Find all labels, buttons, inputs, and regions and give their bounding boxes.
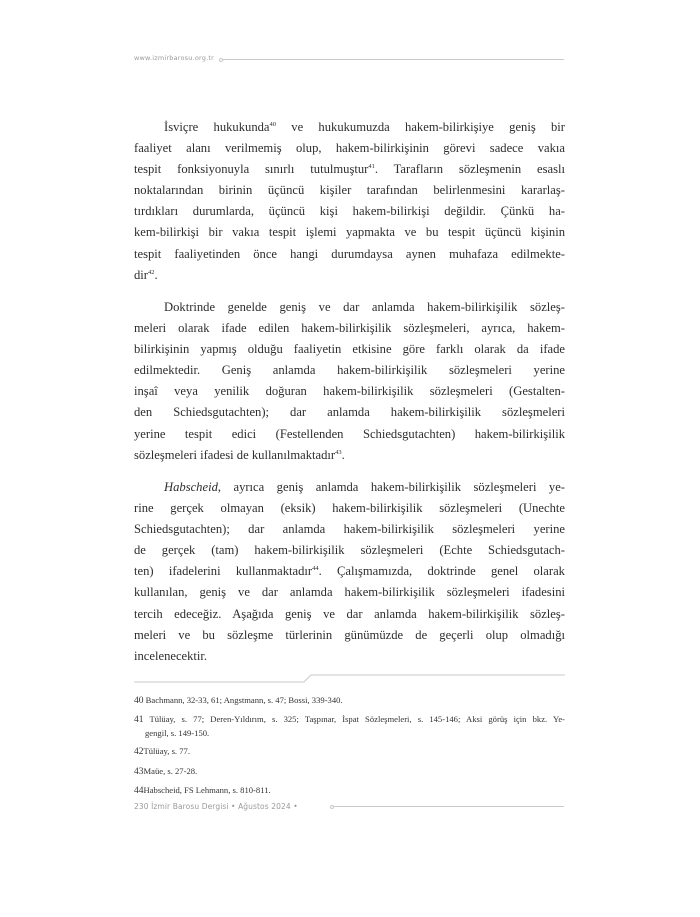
p3-line-6: kullanılan, geniş ve dar anlamda hakem-bilirkişilik sözleşmeleri ifadesini bbox=[134, 585, 565, 600]
p1-line-5: tırdıkları durumlarda, üçüncü kişi hakem-bilirkişi değildir. Çünkü ha- bbox=[134, 204, 565, 219]
footnote-text: Tülüay, s. 77. bbox=[143, 746, 190, 756]
p3-line-5: ten) ifadelerini kullanmaktadır$^{44}$. Çalışmamızda, doktrinde genel olarak bbox=[134, 564, 565, 579]
p1-line-1: İsviçre hukukunda$^{40}$ ve hukukumuzda hakem-bilirkişiye geniş bir bbox=[164, 120, 565, 134]
footnote-text: Tülüay, s. 77; Deren-Yıldırım, s. 325; Taşpınar, İspat Sözleşmeleri, s. 145-146; Aksi görüş için bkz. Ye- bbox=[149, 714, 565, 724]
footnote-number: 41 bbox=[134, 715, 144, 725]
p1-line-3: tespit fonksiyonuyla sınırlı tutulmuştur$^{41}$. Tarafların sözleşmenin esaslı bbox=[134, 162, 565, 177]
footnote-text: Maüe, s. 27-28. bbox=[143, 766, 198, 776]
p2-line-7: yerine tespit edici (Festellenden Schiedsgutachten) hakem-bilirkişilik bbox=[134, 426, 565, 441]
footnote-separator bbox=[134, 674, 565, 684]
footnote-number: 43 bbox=[134, 767, 144, 777]
p3-line-8: meleri ve bu sözleşme türlerinin günümüzde de geçerli olup olmadığı bbox=[134, 627, 565, 642]
p1-line-8: dir$^{42}$. bbox=[134, 267, 158, 282]
footnote-ref-43[interactable]: 43 bbox=[335, 448, 342, 456]
footnote-number: 40 bbox=[134, 696, 144, 706]
p3-line-3: Schiedsgutachten); dar anlamda hakem-bilirkişilik sözleşmeleri yerine bbox=[134, 522, 565, 537]
footnote-ref-40[interactable]: 40 bbox=[269, 121, 276, 128]
footer-rule bbox=[333, 806, 564, 807]
paragraph-3 bbox=[134, 477, 565, 667]
p1-line-4: noktalarından birinin üçüncü kişiler tarafından belirlenmesini kararlaş- bbox=[134, 183, 565, 198]
footnote-ref-44[interactable]: 44 bbox=[312, 565, 319, 573]
footnote-42 bbox=[134, 745, 565, 759]
paragraph-1 bbox=[134, 117, 565, 286]
p2-line-3: bilirkişinin yapmış olduğu faaliyetin etkisine göre farklı olarak da ifade bbox=[134, 342, 565, 357]
header-rule bbox=[222, 59, 564, 60]
footnote-ref-42[interactable]: 42 bbox=[148, 268, 155, 276]
p2-line-4: edilmektedir. Geniş anlamda hakem-bilirkişilik sözleşmeleri yerine bbox=[134, 363, 565, 378]
p3-line-4: de gerçek (tam) hakem-bilirkişilik sözleşmeleri (Echte Schiedsgutach- bbox=[134, 543, 565, 558]
p3-line-1: Habscheid, ayrıca geniş anlamda hakem-bilirkişilik sözleşmeleri ye- bbox=[164, 480, 565, 494]
footnote-number: 44 bbox=[134, 786, 144, 796]
footnote-44 bbox=[134, 784, 565, 798]
header-url: www.izmirbarosu.org.tr bbox=[134, 54, 214, 62]
paragraph-2 bbox=[134, 297, 565, 466]
footnote-ref-41[interactable]: 41 bbox=[368, 163, 375, 171]
footer-page-info: 230 İzmir Barosu Dergisi • Ağustos 2024 • bbox=[134, 802, 298, 811]
footnote-43 bbox=[134, 765, 565, 779]
p2-line-8: sözleşmeleri ifadesi de kullanılmaktadır$^{43}$. bbox=[134, 447, 345, 462]
p3-line-7: tercih edeceğiz. Aşağıda geniş ve dar anlamda hakem-bilirkişilik sözleş- bbox=[134, 606, 565, 621]
footnote-continuation: gengil, s. 149-150. bbox=[145, 728, 210, 738]
p1-line-2: faaliyet alanı verilmemiş olup, hakem-bilirkişinin görevi sadece vakıa bbox=[134, 141, 565, 156]
p2-line-1: Doktrinde genelde geniş ve dar anlamda hakem-bilirkişilik sözleş- bbox=[164, 300, 565, 314]
footnote-41 bbox=[134, 713, 565, 740]
p2-line-5: inşaî veya yenilik doğuran hakem-bilirkişilik sözleşmeleri (Gestalten- bbox=[134, 384, 565, 399]
p2-line-6: den Schiedsgutachten); dar anlamda hakem-bilirkişilik sözleşmeleri bbox=[134, 405, 565, 420]
footnote-number: 42 bbox=[134, 747, 144, 757]
p1-line-6: kem-bilirkişi bir vakıa tespit işlemi yapmakta ve bu tespit üçüncü kişinin bbox=[134, 225, 565, 240]
author-name: Habscheid bbox=[164, 480, 218, 494]
footnote-40 bbox=[134, 694, 565, 708]
footnote-text: Bachmann, 32-33, 61; Angstmann, s. 47; Bossi, 339-340. bbox=[145, 695, 343, 705]
p2-line-2: meleri olarak ifade edilen hakem-bilirkişilik sözleşmeleri, ayrıca, hakem- bbox=[134, 321, 565, 336]
p3-line-9: incelenecektir. bbox=[134, 648, 208, 663]
p3-line-2: rine gerçek olmayan (eksik) hakem-bilirkişilik sözleşmeleri (Unechte bbox=[134, 501, 565, 516]
p1-line-7: tespit faaliyetinden önce hangi durumdaysa aynen muhafaza edilmekte- bbox=[134, 246, 565, 261]
footnote-text: Habscheid, FS Lehmann, s. 810-811. bbox=[143, 785, 271, 795]
